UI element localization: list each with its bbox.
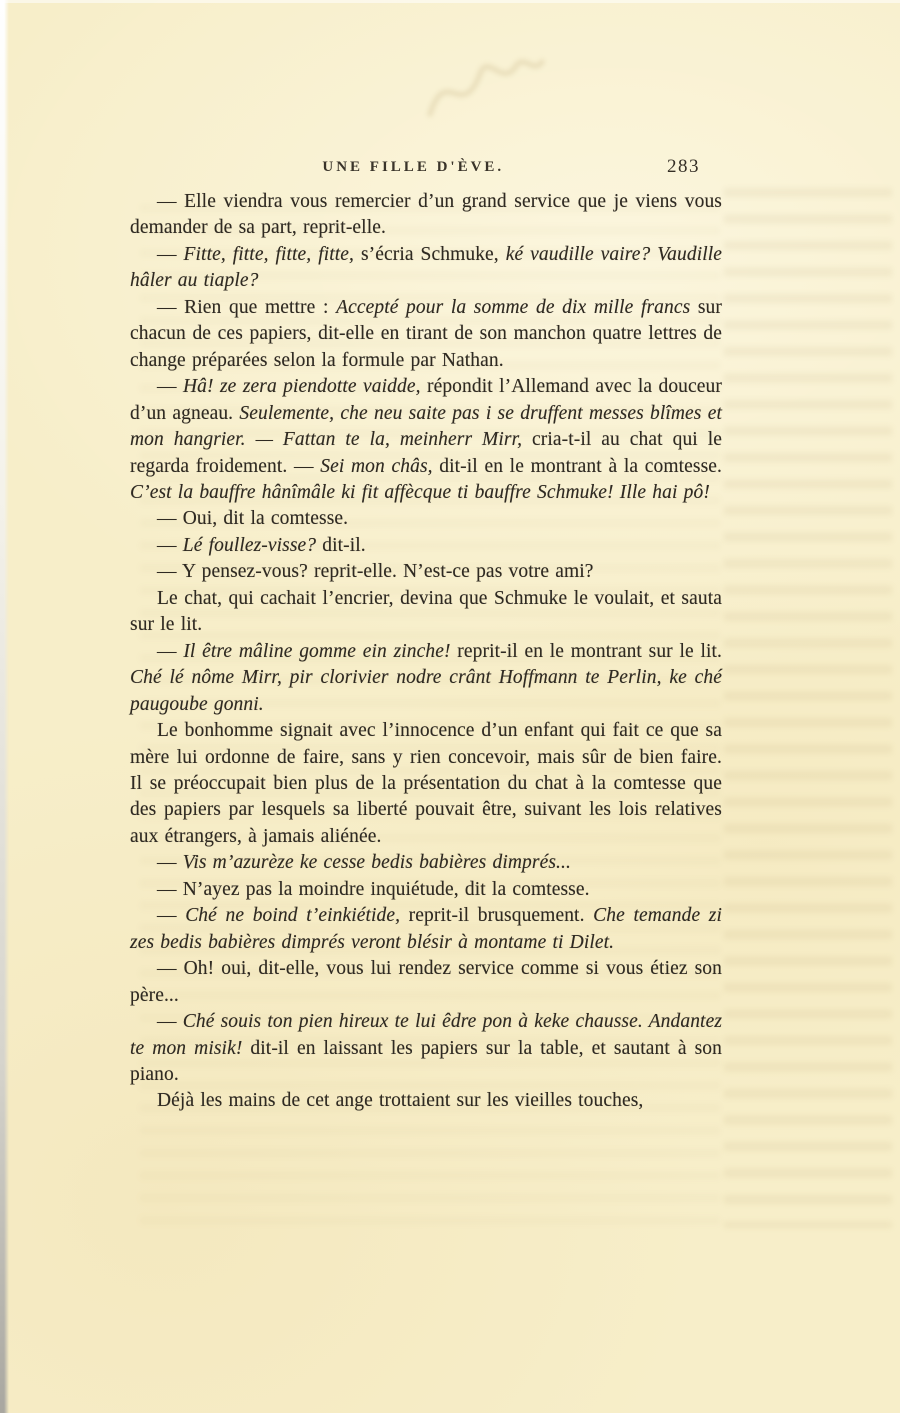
bleedthrough-right-margin xyxy=(724,188,892,1228)
paragraph xyxy=(130,374,722,506)
text-run: — Oh! oui, dit-elle, vous lui rendez service comme si vous étiez son père... xyxy=(130,958,722,1006)
italic-text-run: Lé foullez-visse? xyxy=(182,534,317,556)
italic-text-run: Hâ! ze zera piendotte vaidde, xyxy=(182,376,421,398)
paragraph xyxy=(130,1009,722,1088)
text-run: — xyxy=(157,640,184,662)
paragraph xyxy=(130,189,722,242)
text-run: cria-t-il au chat qui le regarda froidement. — xyxy=(130,429,722,477)
scan-top-edge xyxy=(0,0,900,3)
text-run: — Oui, dit la comtesse. xyxy=(157,508,349,530)
paragraph xyxy=(130,533,722,559)
text-run: — N’ayez pas la moindre inquiétude, dit la comtesse. xyxy=(157,878,590,900)
italic-text-run: Fitte, fitte, fitte, fitte, xyxy=(183,243,355,265)
italic-text-run: Sei mon châs, xyxy=(320,455,433,477)
running-head xyxy=(130,156,722,184)
paragraph xyxy=(130,586,722,639)
text-run: — Elle viendra vous remercier d’un grand service que je viens vous demander de sa part, reprit-elle. xyxy=(130,191,722,239)
text-run: s’écria Schmuke, xyxy=(354,243,506,265)
italic-text-run: Ché souis ton pien hireux te lui êdre pon à keke chausse. Andantez te mon misik! xyxy=(130,1011,723,1059)
italic-text-run: Seulemente, che neu saite pas i se druffent messes blîmes et mon hangrier. — Fattan te la, meinherr Mirr, xyxy=(130,402,722,451)
paragraph xyxy=(130,639,722,718)
text-column xyxy=(130,189,722,1115)
page-title: UNE FILLE D'ÈVE. xyxy=(322,159,505,175)
text-run: Déjà les mains de cet ange trottaient sur les vieilles touches, xyxy=(157,1090,644,1112)
text-run: — xyxy=(157,1011,183,1033)
text-run: — xyxy=(157,905,186,927)
text-run: dit-il en laissant les papiers sur la table, et sautant à son piano. xyxy=(130,1037,722,1085)
paragraph xyxy=(130,850,722,876)
text-run: — Y pensez-vous? reprit-elle. N’est-ce pas votre ami? xyxy=(157,561,594,583)
text-run: reprit-il en le montrant sur le lit. xyxy=(450,640,722,662)
paragraph xyxy=(130,559,722,585)
text-run: — xyxy=(157,243,184,265)
paragraph xyxy=(130,956,722,1009)
text-run: Le chat, qui cachait l’encrier, devina que Schmuke le voulait, et sauta sur le lit. xyxy=(130,587,722,636)
italic-text-run: Accepté pour la somme de dix mille francs xyxy=(336,296,691,318)
page-number: 283 xyxy=(667,156,700,177)
text-run: répondit l’Allemand avec la douceur d’un agneau. xyxy=(130,376,722,424)
text-run: Le bonhomme signait avec l’innocence d’un enfant qui fait ce que sa mère lui ordonne de faire, sans y rien concevoir, mais sûr de bien faire. Il se préoccupait bien plus de la présentation du chat à la comtesse que des papiers par lesquels sa liberté pouvait être, suivant les lois relatives aux étrangers, à jamais aliénée. xyxy=(130,720,722,847)
paragraph xyxy=(130,718,722,850)
paragraph xyxy=(130,295,722,374)
italic-text-run: Il être mâline gomme ein zinche! xyxy=(183,640,451,662)
italic-text-run: Vis m’azurèze ke cesse bedis babières dimprés... xyxy=(182,852,571,874)
paragraph xyxy=(130,1088,722,1114)
paragraph xyxy=(130,903,722,956)
paragraph xyxy=(130,242,722,295)
italic-text-run: Ché lé nôme Mirr, pir clorivier nodre crânt Hoffmann te Perlin, ke ché paugoube gonni. xyxy=(130,667,722,715)
text-run: — Rien que mettre : xyxy=(157,296,337,318)
italic-text-run: Che temande zi zes bedis babières dimprés veront blésir à montame ti Dilet. xyxy=(130,905,723,953)
paragraph xyxy=(130,877,722,903)
text-run: — xyxy=(157,852,183,874)
paragraph xyxy=(130,506,722,532)
text-run: — xyxy=(157,376,183,398)
italic-text-run: ké vaudille vaire? Vaudille hâler au tiaple? xyxy=(130,243,723,292)
text-run: sur chacun de ces papiers, dit-elle en tirant de son manchon quatre lettres de change préparées selon la formule par Nathan. xyxy=(130,296,722,371)
italic-text-run: Ché ne boind t’einkiétide, xyxy=(185,905,401,927)
text-run: dit-il. xyxy=(316,534,366,556)
italic-text-run: C’est la bauffre hânîmâle ki fit affècque ti bauffre Schmuke! Ille hai pô! xyxy=(130,481,710,503)
text-run: — xyxy=(157,534,183,556)
bleedthrough-mark xyxy=(418,48,548,143)
scan-left-edge xyxy=(0,0,9,1413)
text-run: reprit-il brusquement. xyxy=(400,905,594,927)
text-run: dit-il en le montrant à la comtesse. xyxy=(432,455,723,477)
